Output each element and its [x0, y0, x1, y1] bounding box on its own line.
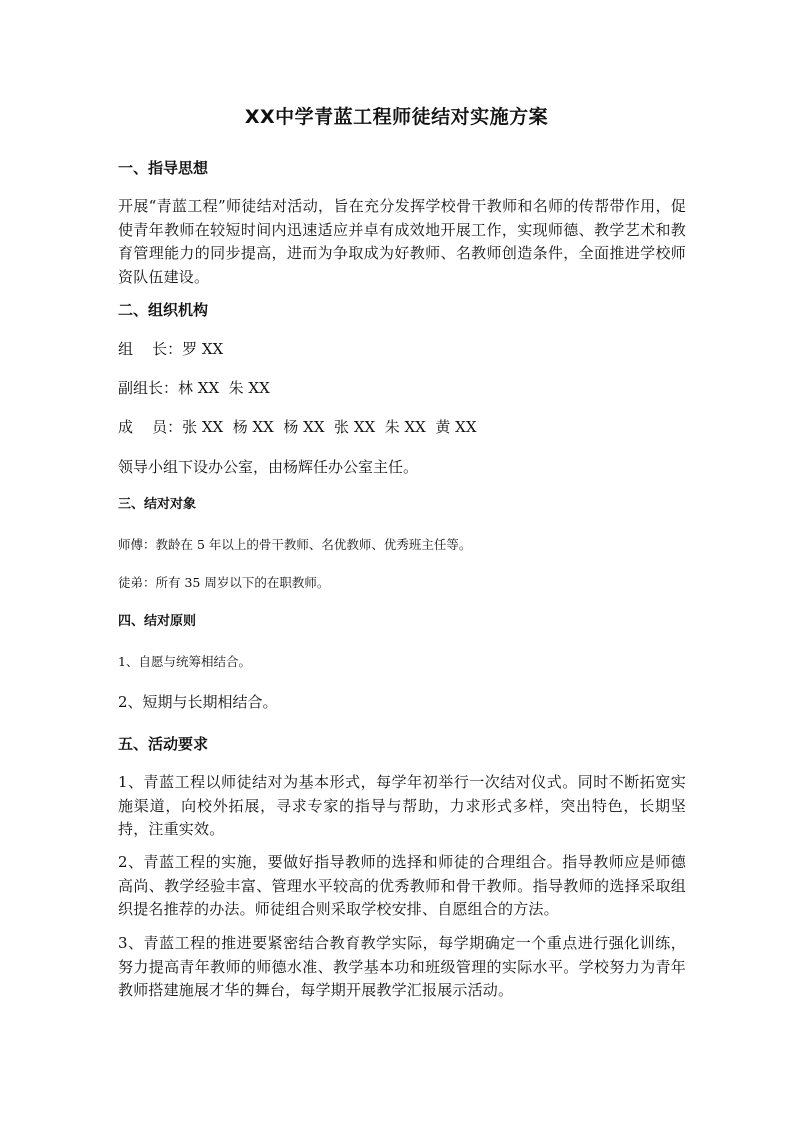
- principle-item-1: 1、自愿与统筹相结合。: [118, 654, 251, 669]
- section-heading-guiding-thought: 一、指导思想: [118, 159, 209, 177]
- section-heading-pairing-targets: 三、结对对象: [118, 497, 197, 512]
- guiding-thought-paragraph: 开展“青蓝工程”师徒结对活动，旨在充分发挥学校骨干教师和名师的传帮带作用，促使青年教师在较短时间内迅速适应并卓有成效地开展工作，实现师德、教学艺术和教育管理能力的同步提高，进而为争取成为好教师、名教师创造条件，全面推进学校师资队伍建设。: [118, 197, 686, 286]
- principle-item-2: 2、短期与长期相结合。: [118, 693, 278, 711]
- org-deputy-line: 副组长：林 XX 朱 XX: [118, 379, 270, 397]
- section-heading-organization: 二、组织机构: [118, 301, 209, 319]
- org-members-line: 成 员：张 XX 杨 XX 杨 XX 张 XX 朱 XX 黄 XX: [118, 418, 477, 436]
- section-heading-pairing-principles: 四、结对原则: [118, 614, 197, 629]
- org-office-line: 领导小组下设办公室，由杨辉任办公室主任。: [118, 458, 419, 476]
- document-title: XX中学青蓝工程师徒结对实施方案: [244, 106, 549, 128]
- requirement-item-2: 2、青蓝工程的实施，要做好指导教师的选择和师徒的合理组合。指导教师应是师德高尚、教学经验丰富、管理水平较高的优秀教师和骨干教师。指导教师的选择采取组织提名推荐的办法。师徒组合则采取学校安排、自愿组合的方法。: [118, 853, 686, 918]
- apprentice-criteria: 徒弟：所有 35 周岁以下的在职教师。: [118, 575, 330, 590]
- mentor-criteria: 师傅：教龄在 5 年以上的骨干教师、名优教师、优秀班主任等。: [118, 537, 472, 552]
- section-heading-activity-requirements: 五、活动要求: [118, 735, 209, 753]
- org-leader-line: 组 长：罗 XX: [118, 340, 224, 358]
- requirement-item-3: 3、青蓝工程的推进要紧密结合教育教学实际，每学期确定一个重点进行强化训练，努力提高青年教师的师德水准、教学基本功和班级管理的实际水平。学校努力为青年教师搭建施展才华的舞台，每学期开展教学汇报展示活动。: [118, 934, 686, 999]
- requirement-item-1: 1、青蓝工程以师徒结对为基本形式，每学年初举行一次结对仪式。同时不断拓宽实施渠道，向校外拓展，寻求专家的指导与帮助，力求形式多样，突出特色，长期坚持，注重实效。: [118, 773, 686, 838]
